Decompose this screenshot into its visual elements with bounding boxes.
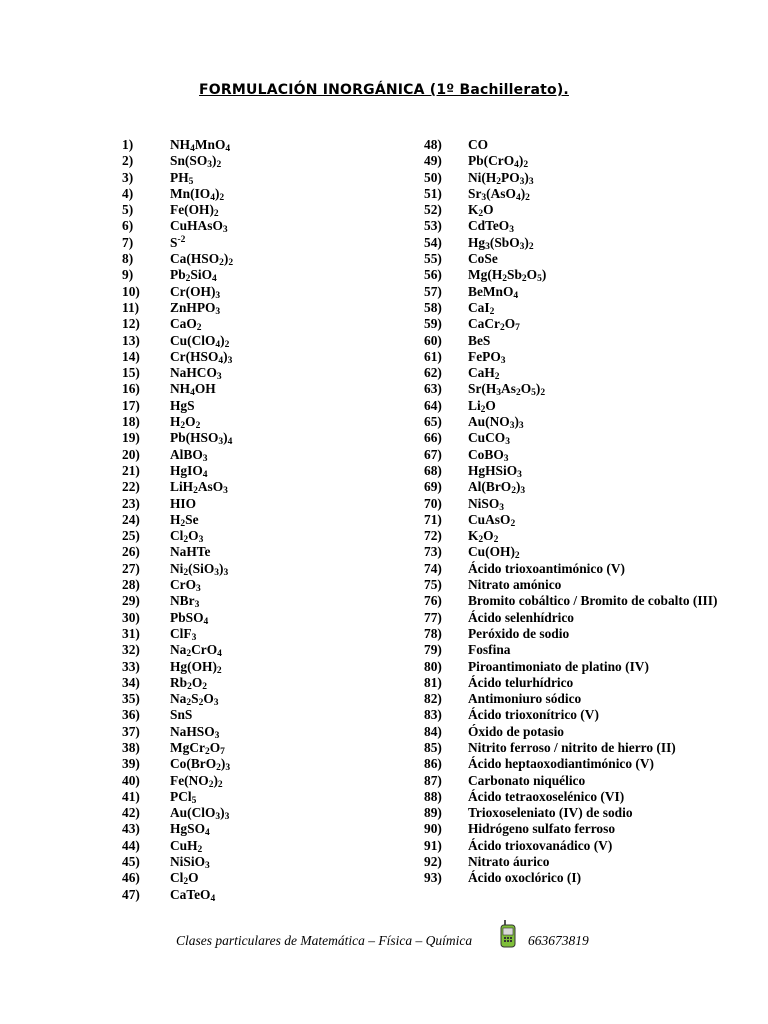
exercise-text: SnS: [170, 707, 193, 723]
exercise-number: 9): [122, 267, 134, 283]
exercise-text: $Cr(OH)_3$: [170, 283, 221, 301]
exercise-text: CaO$_2$: [170, 316, 202, 334]
exercise-text: $PH_5$: [170, 169, 194, 187]
exercise-text: $Pb_2SiO_4$: [170, 267, 217, 285]
exercise-item: [424, 512, 724, 528]
exercise-number: 6): [122, 218, 134, 234]
exercise-text: LiH$_2$AsO$_3$: [170, 479, 228, 497]
exercise-item: [122, 365, 412, 381]
exercise-number: 45): [122, 854, 140, 870]
exercise-text: NBr$_3$: [170, 593, 200, 611]
exercise-text: $Sn(SO_3)_2$: [170, 153, 222, 171]
exercise-text: Nitrito ferroso / nitrito de hierro (II): [468, 739, 676, 755]
exercise-text: CaI$_2$: [468, 299, 495, 317]
exercise-text: Ácido oxoclórico (I): [468, 870, 582, 886]
exercise-item: [424, 414, 724, 430]
page-title: FORMULACIÓN INORGÁNICA (1º Bachillerato).: [199, 82, 569, 98]
exercise-item: [424, 284, 724, 300]
exercise-number: 48): [424, 137, 442, 152]
exercise-item: [424, 398, 724, 414]
exercise-text: Piroantimoniato de platino (IV): [468, 658, 649, 674]
exercise-text: NiSO$_3$: [468, 495, 505, 513]
exercise-number: 76): [424, 593, 442, 609]
exercise-text: $Al(BrO_2)_3$: [468, 479, 526, 497]
exercise-item: [424, 691, 724, 707]
exercise-number: 90): [424, 821, 442, 837]
exercise-text: $Cu(OH)_2$: [468, 544, 520, 562]
exercise-number: 89): [424, 805, 442, 821]
exercise-number: 59): [424, 316, 442, 332]
mobile-phone-icon: [500, 920, 516, 948]
exercise-item: [424, 789, 724, 805]
exercise-text: AlBO$_3$: [170, 446, 208, 464]
exercise-item: [424, 251, 724, 267]
exercise-item: [122, 642, 412, 658]
exercise-item: [424, 838, 724, 854]
exercise-text: CdTeO$_3$: [468, 218, 514, 236]
exercise-number: 70): [424, 495, 442, 511]
exercise-number: 58): [424, 299, 442, 315]
exercise-item: [122, 170, 412, 186]
exercise-item: [122, 512, 412, 528]
exercise-number: 86): [424, 756, 442, 772]
exercise-item: [122, 821, 412, 837]
exercise-list-right: [424, 137, 724, 887]
exercise-item: [424, 854, 724, 870]
exercise-item: [122, 593, 412, 609]
exercise-text: BeMnO$_4$: [468, 283, 519, 301]
exercise-item: [122, 479, 412, 495]
exercise-text: NaHSO$_3$: [170, 723, 220, 741]
exercise-item: [122, 805, 412, 821]
exercise-text: CaH$_2$: [468, 365, 500, 383]
exercise-text: Óxido de potasio: [468, 723, 564, 739]
exercise-number: 71): [424, 511, 442, 527]
exercise-number: 2): [122, 153, 134, 169]
exercise-text: $Cl_2O$: [170, 870, 199, 888]
exercise-item: [424, 463, 724, 479]
exercise-text: $Mg(H_2Sb_2O_5)$: [468, 267, 547, 285]
exercise-text: Ácido trioxonítrico (V): [468, 707, 599, 723]
exercise-item: [424, 561, 724, 577]
exercise-number: 21): [122, 462, 140, 478]
exercise-number: 74): [424, 560, 442, 576]
exercise-text: $H_2Se$: [170, 511, 199, 529]
exercise-number: 67): [424, 446, 442, 462]
exercise-item: [122, 756, 412, 772]
exercise-item: [424, 153, 724, 169]
exercise-text: CuCO$_3$: [468, 430, 510, 448]
exercise-item: [122, 235, 412, 251]
exercise-text: $Sr(H_3As_2O_5)_2$: [468, 381, 546, 399]
exercise-number: 51): [424, 185, 442, 201]
exercise-item: [424, 707, 724, 723]
exercise-item: [122, 398, 412, 414]
exercise-item: [122, 447, 412, 463]
exercise-item: [424, 137, 724, 153]
exercise-item: [424, 447, 724, 463]
exercise-number: 75): [424, 577, 442, 593]
exercise-number: 66): [424, 430, 442, 446]
exercise-item: [122, 838, 412, 854]
exercise-item: [424, 675, 724, 691]
exercise-item: [122, 202, 412, 218]
phone-number: 663673819: [528, 933, 589, 948]
exercise-text: Ácido selenhídrico: [468, 609, 575, 625]
exercise-number: 85): [424, 739, 442, 755]
exercise-number: 68): [424, 462, 442, 478]
exercise-number: 1): [122, 137, 134, 152]
exercise-text: ZnHPO$_3$: [170, 299, 221, 317]
exercise-text: Trioxoseleniato (IV) de sodio: [468, 805, 633, 821]
exercise-number: 11): [122, 299, 140, 315]
exercise-item: [424, 593, 724, 609]
exercise-item: [424, 773, 724, 789]
exercise-number: 40): [122, 772, 140, 788]
exercise-number: 22): [122, 479, 140, 495]
exercise-item: [122, 544, 412, 560]
exercise-text: $NH_4OH$: [170, 381, 216, 399]
exercise-text: BeS: [468, 332, 491, 348]
exercise-number: 53): [424, 218, 442, 234]
exercise-text: Hidrógeno sulfato ferroso: [468, 821, 616, 837]
exercise-item: [122, 887, 412, 903]
exercise-item: [122, 870, 412, 886]
exercise-text: $CaCr_2O_7$: [468, 316, 520, 334]
exercise-number: 93): [424, 870, 442, 886]
exercise-number: 73): [424, 544, 442, 560]
exercise-text: HgS: [170, 397, 195, 413]
exercise-item: [424, 740, 724, 756]
exercise-item: [122, 284, 412, 300]
exercise-item: [122, 691, 412, 707]
exercise-number: 43): [122, 821, 140, 837]
exercise-item: [424, 821, 724, 837]
exercise-number: 14): [122, 348, 140, 364]
exercise-number: 88): [424, 788, 442, 804]
exercise-text: $Fe(OH)_2$: [170, 202, 219, 220]
exercise-text: $NH_4MnO_4$: [170, 137, 231, 154]
exercise-number: 31): [122, 625, 140, 641]
exercise-text: $Pb(CrO_4)_2$: [468, 153, 529, 171]
exercise-item: [122, 349, 412, 365]
exercise-number: 8): [122, 251, 134, 267]
exercise-number: 13): [122, 332, 140, 348]
exercise-number: 47): [122, 886, 140, 902]
exercise-number: 20): [122, 446, 140, 462]
exercise-number: 82): [424, 691, 442, 707]
exercise-text: NaHCO$_3$: [170, 365, 222, 383]
exercise-text: $Au(ClO_3)_3$: [170, 805, 230, 823]
exercise-number: 49): [424, 153, 442, 169]
exercise-text: $Hg(OH)_2$: [170, 658, 222, 676]
exercise-text: Bromito cobáltico / Bromito de cobalto (III): [468, 593, 718, 609]
exercise-number: 50): [424, 169, 442, 185]
exercise-item: [122, 854, 412, 870]
exercise-item: [122, 740, 412, 756]
exercise-number: 33): [122, 658, 140, 674]
exercise-item: [424, 349, 724, 365]
exercise-number: 78): [424, 625, 442, 641]
exercise-text: $MgCr_2O_7$: [170, 739, 225, 757]
exercise-text: HgIO$_4$: [170, 462, 208, 480]
exercise-item: [122, 659, 412, 675]
exercise-item: [424, 659, 724, 675]
exercise-item: [424, 577, 724, 593]
exercise-number: 65): [424, 414, 442, 430]
exercise-text: CuHAsO$_3$: [170, 218, 228, 236]
exercise-text: CoBO$_3$: [468, 446, 509, 464]
exercise-text: $Hg_3(SbO_3)_2$: [468, 234, 534, 252]
exercise-number: 17): [122, 397, 140, 413]
exercise-number: 16): [122, 381, 140, 397]
exercise-text: CrO$_3$: [170, 577, 201, 595]
exercise-text: Ácido trioxovanádico (V): [468, 837, 613, 853]
exercise-item: [122, 137, 412, 153]
exercise-text: Fosfina: [468, 642, 511, 658]
exercise-item: [122, 333, 412, 349]
exercise-item: [122, 218, 412, 234]
exercise-text: $Rb_2O_2$: [170, 674, 208, 692]
exercise-number: 3): [122, 169, 134, 185]
exercise-item: [424, 218, 724, 234]
exercise-item: [424, 610, 724, 626]
exercise-number: 61): [424, 348, 442, 364]
exercise-item: [122, 300, 412, 316]
exercise-number: 39): [122, 756, 140, 772]
exercise-number: 77): [424, 609, 442, 625]
exercise-number: 36): [122, 707, 140, 723]
exercise-list-left: [122, 137, 412, 903]
exercise-item: [122, 577, 412, 593]
exercise-text: $Ni_2(SiO_3)_3$: [170, 560, 229, 578]
exercise-number: 72): [424, 528, 442, 544]
exercise-number: 37): [122, 723, 140, 739]
exercise-text: HgSO$_4$: [170, 821, 210, 839]
exercise-number: 4): [122, 185, 134, 201]
exercise-item: [424, 805, 724, 821]
exercise-number: 87): [424, 772, 442, 788]
exercise-text: $Cl_2O_3$: [170, 528, 204, 546]
exercise-text: Antimoniuro sódico: [468, 691, 582, 707]
exercise-item: [424, 528, 724, 544]
exercise-item: [424, 756, 724, 772]
exercise-item: [122, 675, 412, 691]
exercise-item: [122, 414, 412, 430]
exercise-text: HIO: [170, 495, 197, 511]
exercise-text: $Cu(ClO_4)_2$: [170, 332, 230, 350]
exercise-item: [424, 642, 724, 658]
exercise-text: $Cr(HSO_4)_3$: [170, 348, 233, 366]
exercise-item: [122, 561, 412, 577]
exercise-item: [122, 381, 412, 397]
exercise-text: $Mn(IO_4)_2$: [170, 185, 225, 203]
exercise-item: [424, 235, 724, 251]
exercise-text: $Fe(NO_2)_2$: [170, 772, 223, 790]
exercise-item: [424, 186, 724, 202]
exercise-text: $Ni(H_2PO_3)_3$: [468, 169, 534, 187]
exercise-number: 38): [122, 739, 140, 755]
exercise-text: Carbonato niquélico: [468, 772, 586, 788]
exercise-text: $Li_2O$: [468, 397, 496, 415]
exercise-text: $K_2O_2$: [468, 528, 499, 546]
exercise-number: 32): [122, 642, 140, 658]
exercise-text: CuH$_2$: [170, 837, 203, 855]
exercise-text: Nitrato amónico: [468, 577, 562, 593]
exercise-number: 64): [424, 397, 442, 413]
exercise-item: [122, 463, 412, 479]
exercise-item: [424, 333, 724, 349]
exercise-number: 60): [424, 332, 442, 348]
exercise-text: $S^{-2}$: [170, 234, 186, 250]
exercise-item: [122, 724, 412, 740]
exercise-number: 23): [122, 495, 140, 511]
exercise-text: Ácido trioxoantimónico (V): [468, 560, 625, 576]
exercise-number: 19): [122, 430, 140, 446]
exercise-text: $Sr_3(AsO_4)_2$: [468, 185, 530, 203]
exercise-item: [424, 300, 724, 316]
exercise-text: $K_2O$: [468, 202, 494, 220]
exercise-number: 28): [122, 577, 140, 593]
exercise-number: 69): [424, 479, 442, 495]
exercise-item: [122, 251, 412, 267]
exercise-text: $Na_2S_2O_3$: [170, 691, 219, 709]
exercise-number: 27): [122, 560, 140, 576]
exercise-text: HgHSiO$_3$: [468, 462, 522, 480]
exercise-text: Ácido tetraoxoselénico (VI): [468, 788, 625, 804]
exercise-number: 83): [424, 707, 442, 723]
exercise-item: [122, 707, 412, 723]
exercise-item: [424, 724, 724, 740]
exercise-text: CO: [468, 137, 489, 152]
exercise-number: 56): [424, 267, 442, 283]
exercise-text: NaHTe: [170, 544, 211, 560]
exercise-text: $Na_2CrO_4$: [170, 642, 222, 660]
exercise-number: 24): [122, 511, 140, 527]
exercise-item: [424, 870, 724, 886]
exercise-number: 12): [122, 316, 140, 332]
exercise-number: 57): [424, 283, 442, 299]
exercise-number: 41): [122, 788, 140, 804]
exercise-item: [424, 430, 724, 446]
exercise-item: [122, 626, 412, 642]
exercise-number: 52): [424, 202, 442, 218]
exercise-number: 30): [122, 609, 140, 625]
exercise-text: $Au(NO_3)_3$: [468, 414, 524, 432]
exercise-item: [122, 610, 412, 626]
exercise-item: [424, 202, 724, 218]
exercise-number: 10): [122, 283, 140, 299]
exercise-item: [122, 496, 412, 512]
exercise-number: 25): [122, 528, 140, 544]
exercise-number: 55): [424, 251, 442, 267]
exercise-item: [424, 365, 724, 381]
exercise-number: 15): [122, 365, 140, 381]
phone-screen: [503, 928, 513, 935]
exercise-item: [424, 381, 724, 397]
exercise-text: Ácido telurhídrico: [468, 674, 574, 690]
exercise-item: [424, 267, 724, 283]
exercise-item: [122, 267, 412, 283]
exercise-number: 44): [122, 837, 140, 853]
exercise-number: 42): [122, 805, 140, 821]
exercise-number: 5): [122, 202, 134, 218]
exercise-text: Ácido heptaoxodiantimónico (V): [468, 756, 654, 772]
exercise-item: [424, 316, 724, 332]
exercise-item: [122, 153, 412, 169]
exercise-text: FePO$_3$: [468, 348, 506, 366]
exercise-text: CaTeO$_4$: [170, 886, 216, 904]
exercise-text: $Pb(HSO_3)_4$: [170, 430, 233, 448]
exercise-number: 29): [122, 593, 140, 609]
exercise-text: PCl$_5$: [170, 788, 197, 806]
exercise-text: Peróxido de sodio: [468, 625, 570, 641]
exercise-number: 54): [424, 234, 442, 250]
exercise-text: PbSO$_4$: [170, 609, 209, 627]
exercise-number: 7): [122, 234, 134, 250]
exercise-text: $H_2O_2$: [170, 414, 201, 432]
exercise-number: 62): [424, 365, 442, 381]
exercise-item: [424, 496, 724, 512]
exercise-item: [122, 316, 412, 332]
exercise-text: Nitrato áurico: [468, 854, 550, 870]
exercise-text: CoSe: [468, 251, 498, 267]
exercise-number: 18): [122, 414, 140, 430]
exercise-item: [424, 479, 724, 495]
exercise-number: 91): [424, 837, 442, 853]
footer-text: Clases particulares de Matemática – Física – Química: [176, 933, 473, 948]
exercise-text: $Co(BrO_2)_3$: [170, 756, 231, 774]
exercise-number: 92): [424, 854, 442, 870]
exercise-number: 34): [122, 674, 140, 690]
exercise-item: [122, 789, 412, 805]
exercise-number: 63): [424, 381, 442, 397]
exercise-number: 35): [122, 691, 140, 707]
exercise-number: 26): [122, 544, 140, 560]
exercise-item: [424, 544, 724, 560]
exercise-number: 46): [122, 870, 140, 886]
exercise-text: NiSiO$_3$: [170, 854, 210, 872]
exercise-text: CuAsO$_2$: [468, 511, 516, 529]
exercise-item: [122, 430, 412, 446]
exercise-text: $Ca(HSO_2)_2$: [170, 251, 234, 269]
exercise-text: ClF$_3$: [170, 625, 197, 643]
exercise-item: [424, 626, 724, 642]
exercise-number: 79): [424, 642, 442, 658]
exercise-item: [122, 186, 412, 202]
exercise-number: 80): [424, 658, 442, 674]
exercise-item: [424, 170, 724, 186]
exercise-item: [122, 528, 412, 544]
exercise-number: 81): [424, 674, 442, 690]
exercise-item: [122, 773, 412, 789]
exercise-number: 84): [424, 723, 442, 739]
